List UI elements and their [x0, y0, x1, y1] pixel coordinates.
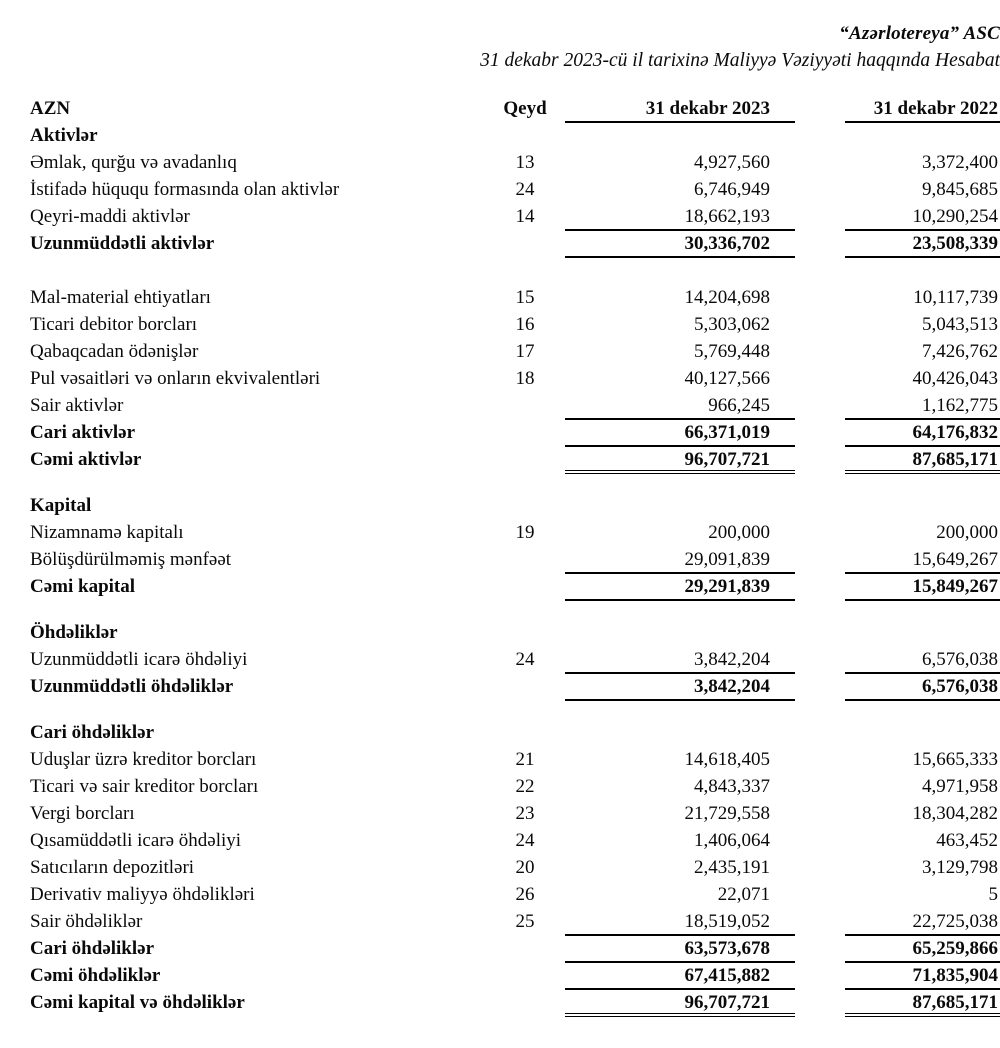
- row-note: [485, 574, 565, 601]
- row-value-2023: 96,707,721: [565, 990, 795, 1017]
- row-label: Ticari və sair kreditor borcları: [30, 776, 259, 797]
- table-row: [30, 150, 1000, 177]
- row-label: Uzunmüddətli icarə öhdəliyi: [30, 649, 248, 670]
- row-value-2023: 18,662,193: [565, 204, 795, 231]
- spacer-row: [30, 701, 1000, 720]
- column-gap: [795, 339, 845, 366]
- row-value-2023: 5,769,448: [694, 341, 770, 362]
- column-gap: [795, 547, 845, 574]
- row-value-2022: 5,043,513: [922, 314, 998, 335]
- row-note: [485, 493, 565, 520]
- row-label: Sair aktivlər: [30, 395, 124, 416]
- row-value-2023: 29,091,839: [565, 547, 795, 574]
- table-row: [30, 312, 1000, 339]
- column-gap: [795, 520, 845, 547]
- column-gap: [795, 574, 845, 601]
- row-value-2022: 65,259,866: [845, 936, 1000, 963]
- row-value-2022: 3,129,798: [922, 857, 998, 878]
- row-value-2023: 63,573,678: [565, 936, 795, 963]
- column-gap: [795, 493, 845, 520]
- row-note: [485, 990, 565, 1017]
- column-gap: [795, 909, 845, 936]
- row-value-2022: 23,508,339: [845, 231, 1000, 258]
- row-note: [485, 963, 565, 990]
- row-value-2022: 3,372,400: [922, 152, 998, 173]
- row-note: 20: [515, 857, 535, 878]
- column-gap: [795, 963, 845, 990]
- row-value-2022: 1,162,775: [845, 393, 1000, 420]
- row-label: Uzunmüddətli öhdəliklər: [30, 676, 234, 697]
- row-label: Öhdəliklər: [30, 622, 118, 643]
- row-value-2022: 463,452: [936, 830, 998, 851]
- row-value-2023: 2,435,191: [694, 857, 770, 878]
- row-value-2023: [565, 720, 795, 747]
- table-row: [30, 936, 1000, 963]
- spacer-row: [30, 258, 1000, 285]
- row-value-2022: 15,649,267: [845, 547, 1000, 574]
- table-row: [30, 774, 1000, 801]
- row-label: Qısamüddətli icarə öhdəliyi: [30, 830, 242, 851]
- column-gap: [795, 285, 845, 312]
- row-value-2023: 966,245: [565, 393, 795, 420]
- row-value-2022: 7,426,762: [922, 341, 998, 362]
- column-gap: [795, 150, 845, 177]
- row-note: 18: [515, 368, 535, 389]
- table-row: [30, 420, 1000, 447]
- row-note: 14: [515, 206, 535, 227]
- row-label: Derivativ maliyyə öhdəlikləri: [30, 884, 255, 905]
- column-gap: [795, 204, 845, 231]
- row-label: Pul vəsaitləri və onların ekvivalentləri: [30, 368, 321, 389]
- column-gap: [795, 774, 845, 801]
- row-label: Cəmi kapital və öhdəliklər: [30, 992, 245, 1013]
- table-row: [30, 963, 1000, 990]
- column-gap: [795, 312, 845, 339]
- row-value-2023: 5,303,062: [694, 314, 770, 335]
- table-row: [30, 177, 1000, 204]
- row-label: Qeyri-maddi aktivlər: [30, 206, 190, 227]
- table-row: [30, 990, 1000, 1017]
- table-row: [30, 520, 1000, 547]
- column-header-period-2022: 31 dekabr 2022: [845, 96, 1000, 123]
- row-note: 16: [515, 314, 535, 335]
- row-note: 24: [515, 830, 535, 851]
- row-note: 23: [515, 803, 535, 824]
- table-row: [30, 855, 1000, 882]
- row-note: [485, 720, 565, 747]
- row-label: Mal-material ehtiyatları: [30, 287, 211, 308]
- row-note: 19: [515, 522, 535, 543]
- row-value-2022: 15,849,267: [845, 574, 1000, 601]
- row-value-2022: 10,117,739: [913, 287, 998, 308]
- row-value-2022: 71,835,904: [845, 963, 1000, 990]
- row-label: Sair öhdəliklər: [30, 911, 143, 932]
- row-label: Nizamnamə kapitalı: [30, 522, 184, 543]
- row-label: Cəmi aktivlər: [30, 449, 142, 470]
- table-row: [30, 366, 1000, 393]
- row-value-2022: [845, 720, 1000, 747]
- balance-sheet-table: [30, 96, 1000, 1017]
- row-label: Uzunmüddətli aktivlər: [30, 233, 215, 254]
- row-value-2022: 6,576,038: [845, 674, 1000, 701]
- table-row: [30, 285, 1000, 312]
- row-value-2023: 3,842,204: [565, 674, 795, 701]
- spacer-row: [30, 474, 1000, 493]
- row-value-2023: 22,071: [717, 884, 770, 905]
- column-gap: [795, 828, 845, 855]
- row-value-2022: 87,685,171: [845, 447, 1000, 474]
- column-gap: [795, 855, 845, 882]
- column-gap: [795, 747, 845, 774]
- table-row: [30, 882, 1000, 909]
- row-value-2022: 64,176,832: [845, 420, 1000, 447]
- row-value-2022: 6,576,038: [845, 647, 1000, 674]
- row-value-2023: [565, 123, 795, 150]
- column-gap: [795, 990, 845, 1017]
- row-value-2023: 18,519,052: [565, 909, 795, 936]
- column-gap: [795, 720, 845, 747]
- section-heading-row: [30, 620, 1000, 647]
- column-gap: [795, 177, 845, 204]
- row-note: 24: [515, 649, 535, 670]
- row-value-2022: 9,845,685: [922, 179, 998, 200]
- column-header-period-2023: 31 dekabr 2023: [565, 96, 795, 123]
- column-gap: [795, 674, 845, 701]
- table-row: [30, 231, 1000, 258]
- column-gap: [795, 447, 845, 474]
- column-gap: [795, 366, 845, 393]
- row-value-2023: 6,746,949: [694, 179, 770, 200]
- table-row: [30, 801, 1000, 828]
- company-name: “Azərlotereya” ASC: [839, 23, 1000, 44]
- row-value-2022: 200,000: [936, 522, 998, 543]
- row-label: Cəmi kapital: [30, 576, 136, 597]
- row-value-2023: [565, 620, 795, 647]
- row-value-2023: 40,127,566: [684, 368, 770, 389]
- row-value-2023: 96,707,721: [565, 447, 795, 474]
- column-gap: [795, 393, 845, 420]
- row-value-2022: 87,685,171: [845, 990, 1000, 1017]
- row-label: İstifadə hüququ formasında olan aktivlər: [30, 179, 340, 200]
- row-note: 25: [515, 911, 535, 932]
- row-value-2023: 14,618,405: [684, 749, 770, 770]
- row-note: 15: [515, 287, 535, 308]
- row-value-2022: 4,971,958: [922, 776, 998, 797]
- row-note: 13: [515, 152, 535, 173]
- table-row: [30, 574, 1000, 601]
- row-value-2022: 40,426,043: [912, 368, 998, 389]
- table-row: [30, 393, 1000, 420]
- table-row: [30, 828, 1000, 855]
- row-note: [485, 620, 565, 647]
- row-label: Kapital: [30, 495, 92, 516]
- row-label: Cəmi öhdəliklər: [30, 965, 161, 986]
- row-value-2023: 1,406,064: [694, 830, 770, 851]
- spacer-row: [30, 601, 1000, 620]
- row-value-2023: 30,336,702: [565, 231, 795, 258]
- row-value-2022: [845, 123, 1000, 150]
- row-value-2022: [845, 620, 1000, 647]
- row-note: [485, 674, 565, 701]
- row-value-2023: 67,415,882: [565, 963, 795, 990]
- row-value-2023: 21,729,558: [684, 803, 770, 824]
- column-gap: [795, 231, 845, 258]
- row-note: 24: [515, 179, 535, 200]
- row-value-2023: 66,371,019: [565, 420, 795, 447]
- table-row: [30, 204, 1000, 231]
- row-value-2022: [845, 493, 1000, 520]
- column-gap: [795, 96, 845, 123]
- row-label: Ticari debitor borcları: [30, 314, 198, 335]
- row-label: Uduşlar üzrə kreditor borcları: [30, 749, 257, 770]
- column-header-currency: AZN: [30, 98, 71, 119]
- row-note: 21: [515, 749, 535, 770]
- row-value-2023: 3,842,204: [565, 647, 795, 674]
- row-label: Qabaqcadan ödənişlər: [30, 341, 199, 362]
- row-label: Cari aktivlər: [30, 422, 136, 443]
- row-value-2022: 5: [988, 884, 998, 905]
- row-note: [485, 123, 565, 150]
- row-value-2023: 200,000: [708, 522, 770, 543]
- column-gap: [795, 620, 845, 647]
- row-value-2023: 4,927,560: [694, 152, 770, 173]
- row-value-2023: 4,843,337: [694, 776, 770, 797]
- column-gap: [795, 801, 845, 828]
- row-label: Cari öhdəliklər: [30, 938, 155, 959]
- column-gap: [795, 420, 845, 447]
- row-value-2022: 18,304,282: [912, 803, 998, 824]
- row-value-2023: 29,291,839: [565, 574, 795, 601]
- row-value-2022: 22,725,038: [845, 909, 1000, 936]
- table-row: [30, 547, 1000, 574]
- row-note: 17: [515, 341, 535, 362]
- row-value-2023: 14,204,698: [684, 287, 770, 308]
- row-label: Cari öhdəliklər: [30, 722, 155, 743]
- report-title: 31 dekabr 2023-cü il tarixinə Maliyyə Vəziyyəti haqqında Hesabat: [480, 50, 1000, 71]
- table-row: [30, 674, 1000, 701]
- column-gap: [795, 123, 845, 150]
- table-header-row: [30, 96, 1000, 123]
- row-note: [485, 393, 565, 420]
- row-label: Əmlak, qurğu və avadanlıq: [30, 152, 237, 173]
- table-row: [30, 447, 1000, 474]
- section-heading-row: [30, 493, 1000, 520]
- table-row: [30, 909, 1000, 936]
- row-note: [485, 420, 565, 447]
- column-gap: [795, 647, 845, 674]
- row-value-2023: [565, 493, 795, 520]
- section-heading-row: [30, 720, 1000, 747]
- row-note: 22: [515, 776, 535, 797]
- column-gap: [795, 936, 845, 963]
- row-note: [485, 547, 565, 574]
- row-label: Vergi borcları: [30, 803, 135, 824]
- table-row: [30, 647, 1000, 674]
- row-label: Satıcıların depozitləri: [30, 857, 195, 878]
- column-header-note: Qeyd: [503, 98, 547, 119]
- balance-sheet-rows: [30, 123, 1000, 1017]
- row-note: [485, 231, 565, 258]
- row-note: [485, 936, 565, 963]
- column-gap: [795, 882, 845, 909]
- row-label: Bölüşdürülməmiş mənfəət: [30, 549, 232, 570]
- section-heading-row: [30, 123, 1000, 150]
- table-row: [30, 747, 1000, 774]
- row-label: Aktivlər: [30, 125, 98, 146]
- row-value-2022: 10,290,254: [845, 204, 1000, 231]
- row-value-2022: 15,665,333: [912, 749, 998, 770]
- row-note: [485, 447, 565, 474]
- row-note: 26: [515, 884, 535, 905]
- table-row: [30, 339, 1000, 366]
